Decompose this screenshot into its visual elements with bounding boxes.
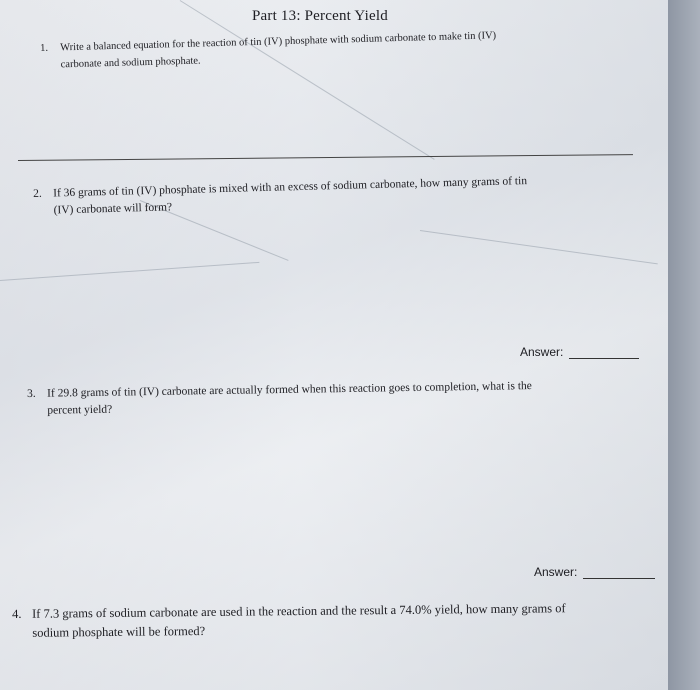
question-number: 4.	[12, 606, 22, 621]
answer-field-3	[534, 565, 655, 579]
answer-blank[interactable]	[569, 346, 639, 359]
answer-label: Answer:	[534, 565, 578, 579]
answer-line	[18, 154, 633, 161]
paper-crease	[420, 230, 658, 264]
question-number: 3.	[27, 387, 36, 400]
question-text-line: carbonate and sodium phosphate.	[60, 55, 201, 71]
background-edge	[668, 0, 700, 690]
question-text-line: percent yield?	[47, 403, 113, 417]
question-text-line: If 36 grams of tin (IV) phosphate is mixed with an excess of sodium carbonate, how many grams of tin	[53, 175, 528, 200]
question-1	[40, 27, 497, 74]
question-number: 2.	[33, 187, 42, 200]
question-text-line: If 29.8 grams of tin (IV) carbonate are actually formed when this reaction goes to completion, what is the	[47, 380, 532, 400]
question-text-line: (IV) carbonate will form?	[53, 201, 173, 217]
question-text-line: sodium phosphate will be formed?	[32, 623, 206, 640]
question-number: 1.	[40, 42, 49, 54]
answer-label: Answer:	[520, 345, 564, 359]
page-title: Part 13: Percent Yield	[252, 8, 388, 24]
answer-blank[interactable]	[583, 566, 655, 579]
paper-crease	[0, 262, 259, 281]
question-2	[33, 173, 528, 220]
question-3	[27, 378, 532, 420]
answer-field-2	[520, 345, 639, 359]
question-text-line: If 7.3 grams of sodium carbonate are used in the reaction and the result a 74.0% yield, how many grams of	[32, 601, 566, 621]
question-4	[12, 599, 566, 643]
question-text-line: Write a balanced equation for the reaction of tin (IV) phosphate with sodium carbonate to make tin (IV)	[60, 30, 497, 54]
